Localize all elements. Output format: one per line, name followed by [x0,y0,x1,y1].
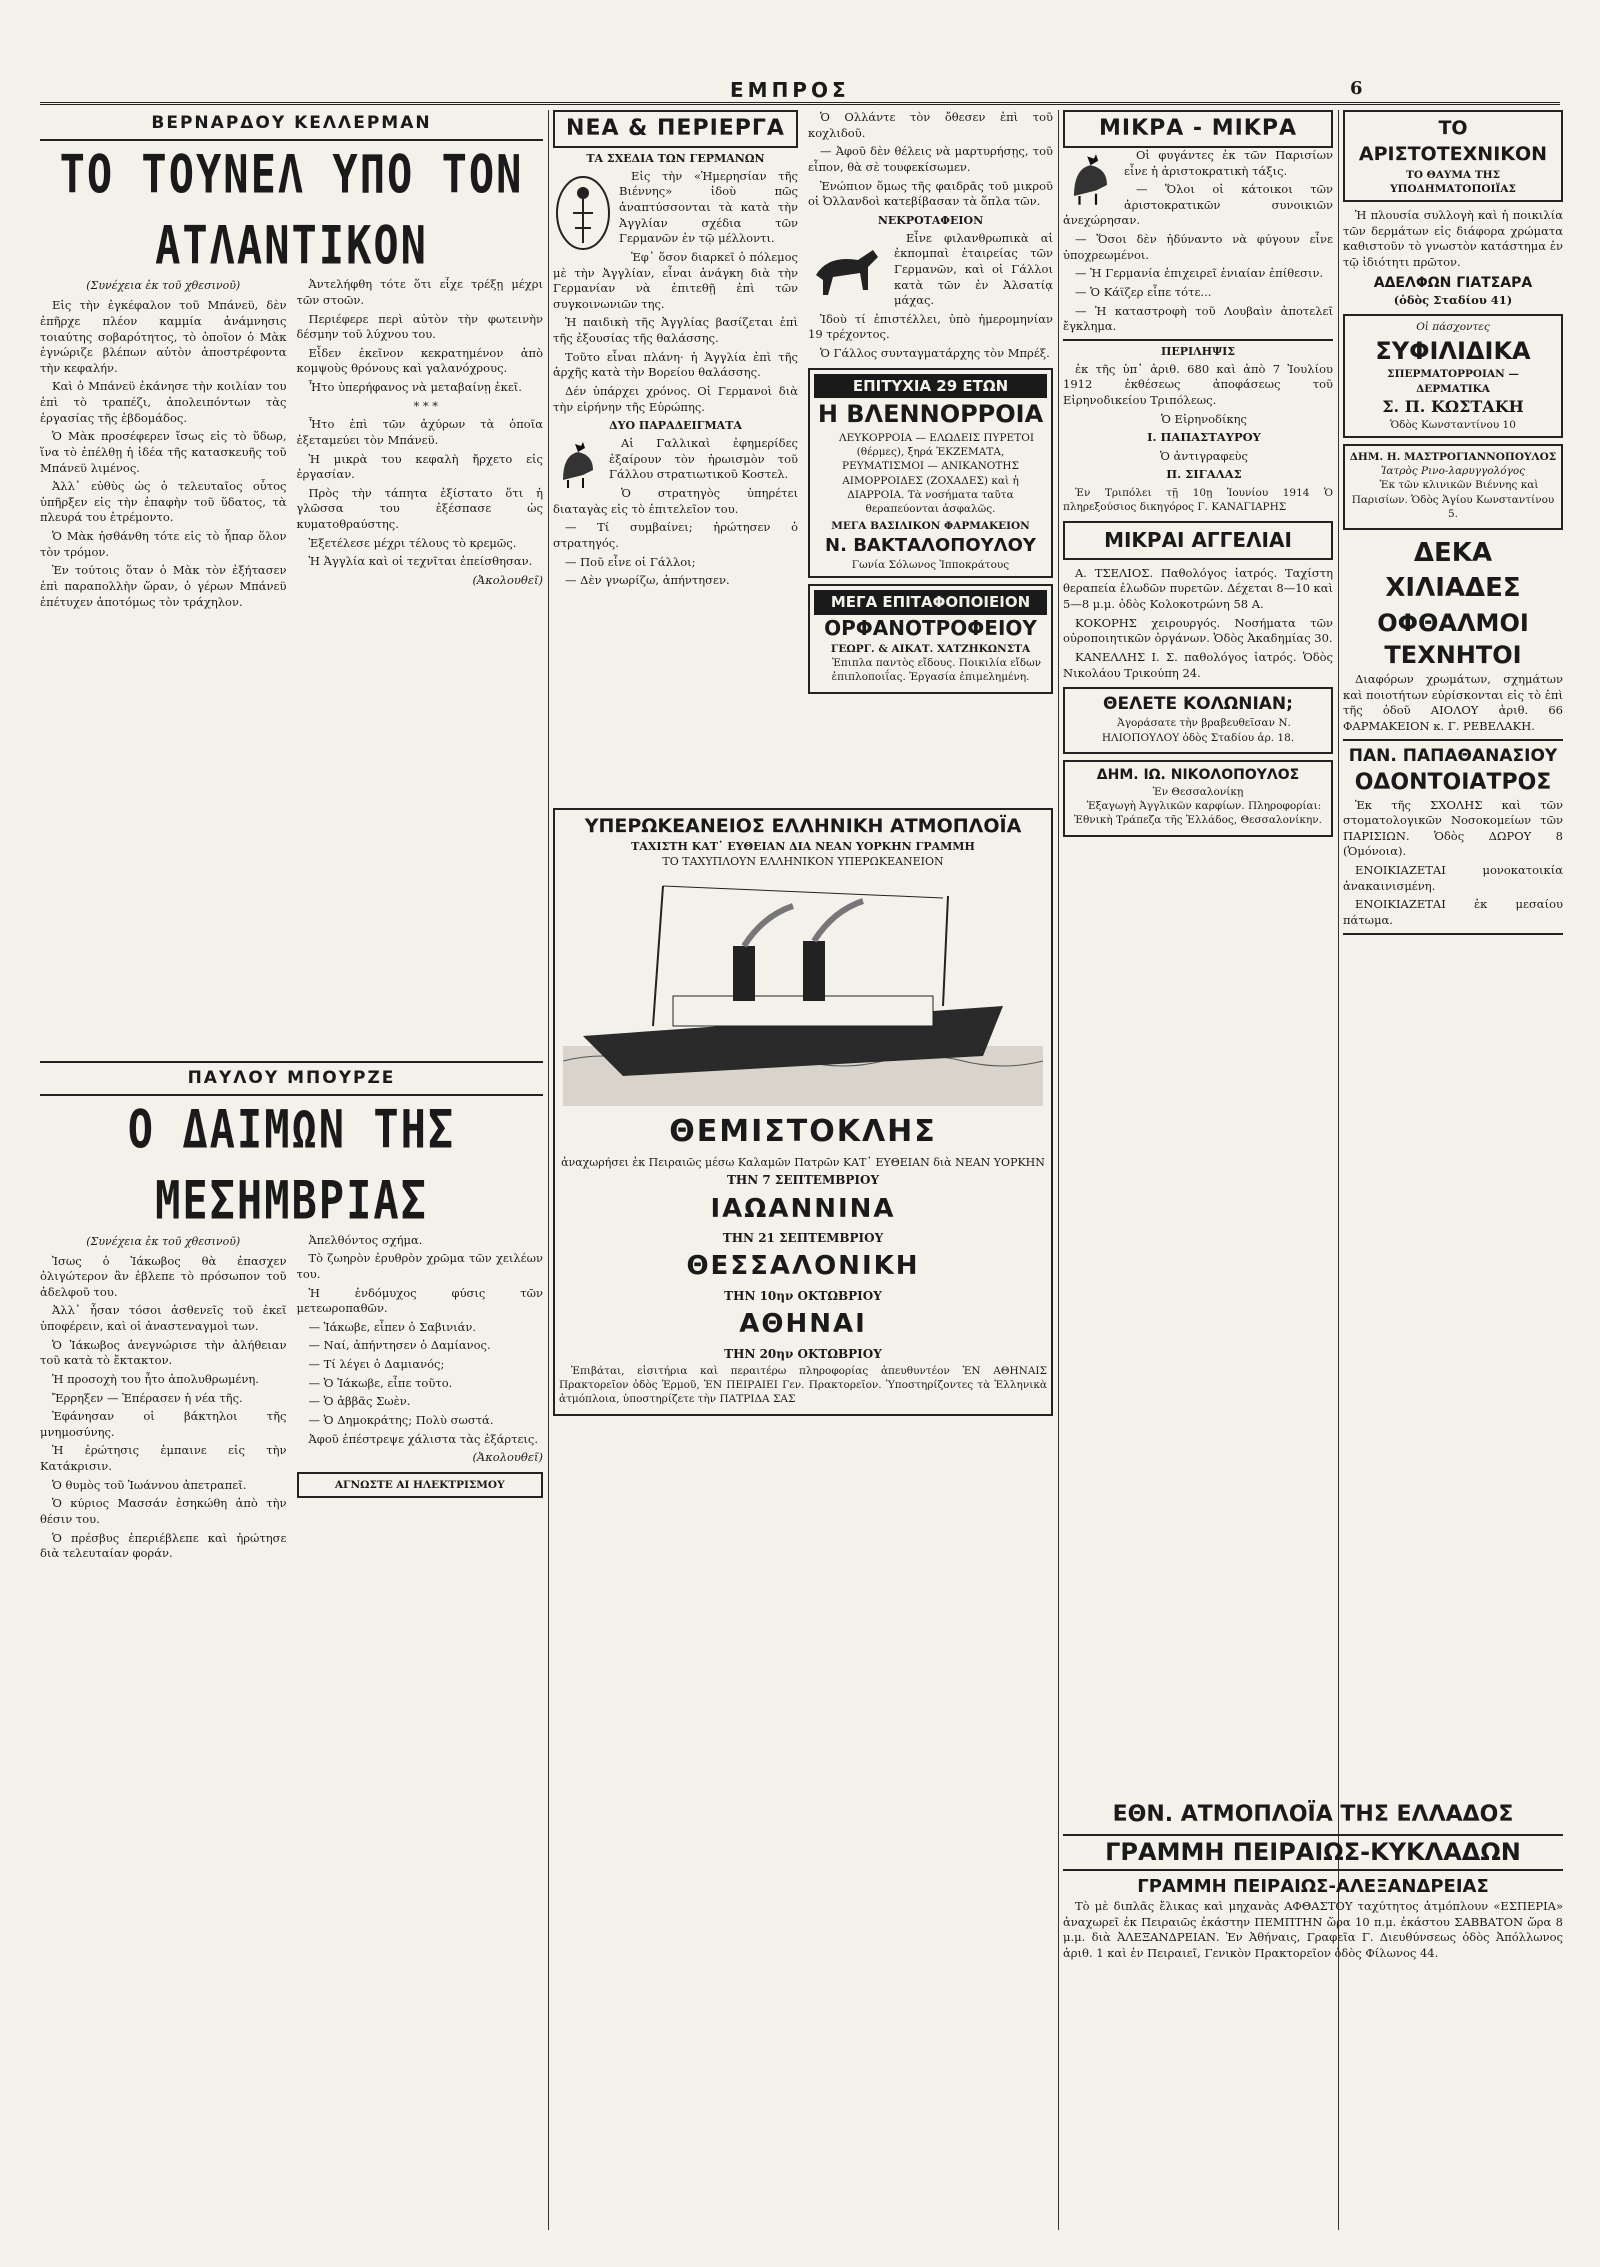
rooster-icon [1063,152,1118,207]
news-subhead: ΔΥΟ ΠΑΡΑΔΕΙΓΜΑΤΑ [609,419,742,433]
dentist-name: ΠΑΝ. ΠΑΠΑΘΑΝΑΣΙΟΥ [1348,745,1558,766]
ship-name: ΙΑΩΑΝΝΙΝΑ [710,1193,896,1224]
paragraph: Εἰς τὴν «Ἡμερησίαν τῆς Βιέννης» ἰδοὺ πῶς ἀναπτύσσονται τὰ κατὰ τὴν Ἀγγλίαν σχέδια τῶν Γερμανῶν ἐν τῷ μέλλοντι. [619,168,798,246]
serial1-left-col [40,277,287,1057]
serials-column [40,110,543,2230]
signature-line: Π. ΣΙΓΑΛΑΣ [1166,467,1242,482]
paragraph: — Ὁ ἀββᾶς Σωὲν. [308,1394,411,1409]
paragraph: Ἐφ᾽ ὅσον διαρκεῖ ὁ πόλεμος μὲ τὴν Ἀγγλίαν, εἶναι ἀνάγκη διὰ τὴν Γερμανίαν νὰ ἐπιτεθῇ ἐπὶ τῶν συγκοινωνιῶν της. [553,249,798,311]
paragraph: — Ἰάκωβε, εἶπεν ὁ Σαβινιάν. [308,1319,477,1334]
short-news-heading: ΜΙΚΡΑ - ΜΙΚΡΑ [1063,110,1333,148]
news-subhead: ΝΕΚΡΟΤΑΦΕΙΟΝ [877,213,984,227]
nikolopoulos-heading: ΔΗΜ. ΙΩ. ΝΙΚΟΛΟΠΟΥΛΟΣ [1096,766,1300,783]
paragraph: Τὸ ζωηρὸν ἐρυθρὸν χρῶμα τῶν χειλέων του. [296,1251,543,1281]
paragraph: Ἐφάνησαν οἱ βάκτηλοι τῆς μνημοσύνης. [40,1409,287,1439]
nikolopoulos-sub: Ἐν Θεσσαλονίκῃ [1152,785,1244,798]
ad-names: ΓΕΩΡΓ. & ΑΙΚΑΤ. ΧΑΤΖΗΚΩΝΣΤΑ [830,642,1031,655]
national-steamship-ad [1063,1800,1563,2225]
cologne-heading: ΘΕΛΕΤΕ ΚΟΛΩΝΙΑΝ; [1103,694,1293,715]
ad-text: ΣΠΕΡΜΑΤΟΡΡΟΙΑΝ — ΔΕΡΜΑΤΙΚΑ [1387,368,1519,395]
paragraph: Ἰδοὺ τί ἐπιστέλλει, ὑπὸ ἡμερομηνίαν 19 τρέχοντος. [808,311,1053,342]
shop-name: ΑΔΕΛΦΩΝ ΓΙΑΤΣΑΡΑ [1373,274,1533,291]
steamship-illustration [559,876,1047,1106]
divider [40,1061,543,1063]
ad-text: Ἐκ τῶν κλινικῶν Βιέννης καὶ Παρισίων. Ὁδὸς Ἁγίου Κωνσταντίνου 5. [1351,479,1555,520]
column-rule [548,110,549,2230]
paragraph: — Τί λέγει ὁ Δαμιανός; [308,1357,445,1372]
ship-date: ΤΗΝ 21 ΣΕΠΤΕΜΒΡΙΟΥ [722,1231,884,1246]
paragraph: Ὁ Μὰκ ἠσθάνθη τότε εἰς τὸ ἧπαρ ὅλον τὸν τρόμον. [40,529,287,559]
shipping-footer: Ἐπιβάται, εἰσιτήρια καὶ περαιτέρω πληροφορίας ἀπευθυντέον ἘΝ ΑΘΗΝΑΙΣ Πρακτορεῖον ὁδὸς Ἑρμοῦ, ἘΝ ΠΕΙΡΑΙΕΙ Γεν. Πρακτορεῖον. Ὑποστηρίζοντες τὰ Ἑλληνικὰ ἀτμόπλοια, ὑποστηρίζετε τὴν ΠΑΤΡΙΔΑ ΣΑΣ [559,1364,1047,1406]
signature-line: Ἐν Τριπόλει τῇ 10ῃ Ἰουνίου 1914 Ὁ πληρεξούσιος δικηγόρος Γ. ΚΑΝΑΓΙΑΡΗΣ [1063,487,1333,514]
cologne-text: Ἀγοράσατε τὴν βραβευθεῖσαν Ν. ΗΛΙΟΠΟΥΛΟΥ ὁδὸς Σταδίου ἀρ. 18. [1101,717,1295,744]
paragraph: — Ἀφοῦ δὲν θέλεις νὰ μαρτυρήσῃς, τοῦ εἶπον, θὰ σὲ τουφεκίσωμεν. [808,144,1053,174]
paragraph: — Ὁ Δημοκράτης; Πολὺ σωστά. [308,1412,494,1427]
serial2-continued: (Συνέχεια ἐκ τοῦ χθεσινοῦ) [86,1234,241,1248]
shipping-subhead: ΤΑΧΙΣΤΗ ΚΑΤ᾽ ΕΥΘΕΙΑΝ ΔΙΑ ΝΕΑΝ ΥΟΡΚΗΝ ΓΡΑΜΜΗ [631,839,975,853]
paragraph: — Δὲν γνωρίζω, ἀπήντησεν. [565,573,730,588]
paragraph: Πρὸς τὴν τάπητα ἐξίστατο ὅτι ἡ γλῶσσα του ἐξέσπασε ὡς κυματοθραύστης. [296,485,543,532]
doctor-address: Ὁδὸς Κωνσταντίνου 10 [1390,418,1516,431]
blennorrhea-ad [808,368,1053,579]
serial1-title: ΤΟ ΤΟΥΝΕΛ ΥΠΟ ΤΟΝ ΑΤΛΑΝΤΙΚΟΝ [59,143,524,277]
nikolopoulos-ad [1063,760,1333,837]
paragraph: Ἐξετέλεσε μέχρι τέλους τὸ κρεμῶς. [308,535,517,550]
serial2-right-col [297,1233,544,2230]
artificial-eyes-heading: ΟΦΘΑΛΜΟΙ ΤΕΧΝΗΤΟΙ [1377,608,1529,670]
shipping-heading: ΥΠΕΡΩΚΕΑΝΕΙΟΣ ΕΛΛΗΝΙΚΗ ΑΤΜΟΠΛΟΪΑ [584,815,1022,837]
serial1-body [40,277,543,1057]
ship-date: ΤΗΝ 7 ΣΕΠΤΕΜΒΡΙΟΥ [726,1173,880,1188]
ad-body: Ἐπιπλα παντὸς εἴδους. Ποικιλία εἴδων ἐπιπλοποιΐας. Ἐργασία ἐπιμελημένη. [831,657,1042,684]
paragraph: — Ναί, ἀπήντησεν ὁ Δαμίανος. [308,1338,491,1353]
steamship-icon [563,876,1043,1106]
paragraph: Τὸ μὲ διπλᾶς ἔλικας καὶ μηχανὰς ΑΦΘΑΣΤΟΥ ταχύτητος ἀτμόπλουν «ΕΣΠΕΡΙΑ» ἀναχωρεῖ ἐκ Πειραιῶς ἑκάστην ΠΕΜΠΤΗΝ ὥρα 10 π.μ. ἐκάστου ΣΑΒΒΑΤΟΝ ὥρα 8 μ.μ. διὰ ἈΛΕΞΑΝΔΡΕΙΑΝ. Ἐν Ἀθήναις, Γραφεῖα Γ. Διευθύνσεως ὁδὸς Ἀπόλλωνος ἀριθ. 1 καὶ ἐν Πειραιεῖ, Γενικὸν Πρακτορεῖον ὁδὸς Φίλωνος 44. [1063,1899,1563,1960]
paragraph: Εἰς τὴν ἐγκέφαλον τοῦ Μπάνεϋ, δὲν ἐπῆρχε πλέον καμμία ἀνάμνησις τοιαύτης σοβαρότητος, τὸ ὁποῖον ὁ Μὰκ ἐγνώριζε βλέπων αὐτὸν ἀποστρέφοντα τὴν κεφαλήν. [40,298,287,375]
paragraph: — Ὅλοι οἱ κάτοικοι τῶν ἀριστοκρατικῶν συνοικιῶν ἀνεχώρησαν. [1063,182,1333,228]
shipping-ad [553,808,1053,1416]
paragraph: — Ἡ καταστροφὴ τοῦ Λουβαὶν ἀποτελεῖ ἔγκλημα. [1063,303,1333,334]
paragraph: Εἶδεν ἐκεῖνον κεκρατημένον ἀπὸ κομψοὺς θρόνους καὶ γαλανόχρους. [296,345,543,376]
paragraph: Ἦτο ἐπὶ τῶν ἀχύρων τὰ ὁποῖα ἐξεταμεύει τὸν Μπάνεϋ. [296,417,543,447]
ad-shop-name: Ν. ΒΑΚΤΑΛΟΠΟΥΛΟΥ [825,534,1036,556]
paragraph: Ἀλλ᾽ ἦσαν τόσοι ἀσθενεῖς τοῦ ἐκεῖ ὑποφέρειν, καὶ οἱ ἀναστεναγμοὶ των. [40,1303,287,1334]
news-subhead: ΤΑ ΣΧΕΔΙΑ ΤΩΝ ΓΕΡΜΑΝΩΝ [586,151,765,165]
to-be-continued: (Ἀκολουθεῖ) [472,1450,543,1465]
ship-note: ἀναχωρήσει ἐκ Πειραιῶς μέσω Καλαμῶν Πατρῶν ΚΑΤ᾽ ΕΥΘΕΙΑΝ διὰ ΝΕΑΝ ΥΟΡΚΗΝ [561,1155,1045,1169]
cologne-ad [1063,687,1333,754]
news-section [553,110,1053,800]
paragraph: Εἶνε φιλανθρωπικὰ αἱ ἐκπομπαὶ ἑταιρείας τῶν Γερμανῶν, καὶ οἱ Γάλλοι κατὰ τῶν ἐν Ἀλσατίᾳ μάχας. [894,230,1053,308]
shop-address: (ὁδὸς Σταδίου 41) [1393,292,1513,307]
small-ads-heading: ΜΙΚΡΑΙ ΑΓΓΕΛΙΑΙ [1104,527,1292,552]
news-heading: ΝΕΑ & ΠΕΡΙΕΡΓΑ [553,110,798,148]
news-right [808,110,1053,800]
classified: ΚΟΚΟΡΗΣ χειρουργός. Νοσήματα τῶν οὐροποιητικῶν ὀργάνων. Ὁδὸς Ἀκαδημίας 30. [1063,615,1333,646]
paragraph: Ὁ θυμὸς τοῦ Ἰωάννου ἀπετραπεῖ. [52,1477,247,1492]
divider [1343,933,1563,935]
paragraph: Δέν ὑπάρχει χρόνος. Οἱ Γερμανοὶ διὰ τὴν εἰρήνην τῆς Εὐρώπης. [553,383,798,414]
to-be-continued: (Ἀκολουθεῖ) [472,572,543,587]
serial1-author: ΒΕΡΝΑΡΔΟΥ ΚΕΛΛΕΡΜΑΝ [151,113,432,133]
paragraph: Ἔρρηξεν — Ἐπέρασεν ἡ νέα τῆς. [52,1390,243,1405]
paragraph: Ὁ Γάλλος συνταγματάρχης τὸν Μπρέξ. [820,346,1050,361]
serial2-title: Ο ΔΑΙΜΩΝ ΤΗΣ ΜΕΣΗΜΒΡΙΑΣ [127,1099,456,1232]
doctor-name: Σ. Π. ΚΩΣΤΑΚΗ [1382,396,1524,416]
classified: ΚΑΝΕΛΛΗΣ Ι. Σ. παθολόγος ἰατρός. Ὁδὸς Νικολάου Τρικούπη 24. [1063,649,1333,680]
paragraph: Ἀφοῦ ἐπέστρεψε χάλιστα τὰς ἐξάρτεις. [308,1431,539,1446]
serial1-continued: (Συνέχεια ἐκ τοῦ χθεσινοῦ) [86,279,241,293]
dentist-title: ΟΔΟΝΤΟΙΑΤΡΟΣ [1354,769,1552,795]
ad-body: ΛΕΥΚΟΡΡΟΙΑ — ΕΛΩΔΕΙΣ ΠΥΡΕΤΟΙ (θέρμες), ξηρά ἘΚΖΕΜΑΤΑ, ΡΕΥΜΑΤΙΣΜΟΙ — ΑΝΙΚΑΝΟΤΗΣ ΑΙΜΟΡΡΟΙΔΕΣ (ΖΟΧΑΔΕΣ) καὶ ἡ ΔΙΑΡΡΟΙΑ. Τὰ νοσήματα ταῦτα θεραπεύονται ἀσφαλῶς. [839,431,1034,516]
paragraph: Ἀλλ᾽ εὐθὺς ὡς ὁ τελευταῖος οὗτος ὑπῆρξεν εἰς τὴν ἐπαφὴν τοῦ ὕδατος, τὰ πλευρά του ἐτρέμοντο. [40,479,287,525]
paragraph: Ὁ πρέσβυς ἐπεριέβλεπε καὶ ἠρώτησε διὰ τελευταίαν φοράν. [40,1530,287,1561]
paragraph: Ὁ Ολλάντε τὸν ὄθεσεν ἐπὶ τοῦ κοχλιδοῦ. [808,110,1053,140]
classified: ΕΝΟΙΚΙΑΖΕΤΑΙ ἐκ μεσαίου πάτωμα. [1343,897,1563,927]
paragraph: Ἡ ἐρώτησις ἐμπαινε εἰς τὴν Κατάκρισιν. [40,1443,287,1474]
masthead [40,78,1560,105]
paragraph: Οἱ φυγάντες ἐκ τῶν Παρισίων εἶνε ἡ ἀριστοκρατικὴ τάξις. [1124,147,1333,178]
orphanage-ad [808,584,1053,693]
steamship-title: ΕΘΝ. ΑΤΜΟΠΛΟΪΑ ΤΗΣ ΕΛΛΑΔΟΣ [1112,1802,1514,1827]
paragraph: Ἡ μικρὰ του κεφαλὴ ἤρχετο εἰς ἐργασίαν. [296,451,543,482]
shipping-subhead: ΤΟ ΤΑΧΥΠΛΟΥΝ ΕΛΛΗΝΙΚΟΝ ΥΠΕΡΩΚΕΑΝΕΙΟΝ [662,854,944,868]
steamship-line: ΓΡΑΜΜΗ ΠΕΙΡΑΙΩΣ-ΑΛΕΞΑΝΔΡΕΙΑΣ [1137,1875,1489,1897]
summary-heading: ΠΕΡΙΛΗΨΙΣ [1160,344,1236,358]
nikolopoulos-text: Ἐξαγωγὴ Ἀγγλικῶν καρφίων. Πληροφορίαι: Ἐθνικὴ Τράπεζα τῆς Ἑλλάδος, Θεσσαλονίκην. [1074,800,1322,827]
ad-title: ΤΟ ΑΡΙΣΤΟΤΕΧΝΙΚΟΝ [1358,117,1548,165]
column-rule [1058,110,1059,2230]
paragraph: Ἀντελήφθη τότε ὅτι εἶχε τρέξῃ μέχρι τῶν στοῶν. [296,277,543,307]
serial1-right-col [297,277,544,1057]
news-left [553,110,798,800]
section-asterisks: * * * [413,398,439,413]
paragraph: ἐκ τῆς ὑπ᾽ ἀριθ. 680 καὶ ἀπὸ 7 Ἰουλίου 1912 ἐκθέσεως ἀποφάσεως τοῦ Εἰρηνοδικείου Τριπόλεως. [1063,361,1333,407]
paragraph: Ἡ Ἀγγλία καὶ οἱ τεχνῖται ἐπείσθησαν. [308,554,533,569]
paragraph: — Ἡ Γερμανία ἐπιχειρεῖ ἑνιαίαν ἐπίθεσιν. [1075,266,1324,281]
ship-date: ΤΗΝ 10ην ΟΚΤΩΒΡΙΟΥ [724,1288,882,1303]
paragraph: Περιέφερε περὶ αὐτὸν τὴν φωτεινὴν δέσμην τοῦ λύχνου του. [296,311,543,342]
paragraph: — Ὁ Κάϊζερ εἶπε τότε... [1075,284,1212,299]
serial2-body [40,1233,543,2230]
ad-shop: ΜΕΓΑ ΒΑΣΙΛΙΚΟΝ ΦΑΡΜΑΚΕΙΟΝ [831,520,1030,533]
small-ads-section [1063,521,1333,560]
steamship-line: ΓΡΑΜΜΗ ΠΕΙΡΑΙΩΣ-ΚΥΚΛΑΔΩΝ [1063,1834,1563,1871]
ship-name: ΘΕΜΙΣΤΟΚΛΗΣ [669,1113,937,1149]
ad-title: ΔΗΜ. Η. ΜΑΣΤΡΟΓΙΑΝΝΟΠΟΥΛΟΣ [1349,450,1557,463]
mastrogiannopoulos-ad [1343,444,1563,530]
ad-top: Οἱ πάσχοντες [1416,321,1490,334]
paragraph: Ὁ κύριος Μασσάν ἐσηκώθη ἀπὸ τὴν θέσιν του. [40,1496,287,1526]
ad-subtitle: Ἰατρὸς Ρινο-λαρυγγολόγος [1380,465,1526,478]
paragraph: Διαφόρων χρωμάτων, σχημάτων καὶ ποιοτήτων εὑρίσκονται εἰς τὸ ἐπὶ τῆς ὁδοῦ ΑΙΟΛΟΥ ἀριθ. 66 ΦΑΡΜΑΚΕΙΟΝ κ. Γ. ΡΕΒΕΛΑΚΗ. [1343,672,1563,733]
paragraph: Αἱ Γαλλικαὶ ἐφημερίδες ἐξαίρουν τὸν ἡρωισμὸν τοῦ Γάλλου στρατιωτικοῦ Κοστελ. [609,436,798,482]
paragraph: Ἡ ἐνδόμυχος φύσις τῶν μετεωροπαθῶν. [296,1285,543,1316]
paragraph: Ὁ Μὰκ προσέφερεν ἴσως εἰς τὸ ὕδωρ, ἵνα τὸ ἐπέλθῃ ἡ ἰδέα τῆς κατασκευῆς τοῦ Μπάνεϋ λιμένος. [40,429,287,475]
ship-name: ΘΕΣΣΑΛΟΝΙΚΗ [686,1251,920,1282]
paragraph: Ἡ προσοχὴ του ἦτο ἀπολυθρωμένη. [52,1371,259,1386]
paragraph: Ὁ στρατηγὸς ὑπηρέτει διαταγὰς εἰς τὸ ἐπιτελεῖον του. [553,486,798,516]
ad-title: ΟΡΦΑΝΟΤΡΟΦΕΙΟΥ [824,615,1037,640]
paragraph: — Ὅσοι δὲν ἠδύναντο νὰ φύγουν εἶνε ὑποχρεωμένοι. [1063,232,1333,262]
paragraph: Ἐνώπιον ὅμως τῆς φαιδρᾶς τοῦ μικροῦ οἱ Ὀλλανδοὶ κατεβίβασαν τὰ ὅπλα τῶν. [808,178,1053,209]
aristotechnikon-ad [1343,110,1563,202]
peacock-icon [553,173,613,253]
signature-line: Ὁ Εἰρηνοδίκης [1161,411,1247,426]
paragraph: Τοῦτο εἶναι πλάνη· ἡ Ἀγγλία ἐπὶ τῆς ἀρχῆς κατὰ τὴν Βορείου θαλάσσης. [553,349,798,380]
paragraph: Ὁ Ἰάκωβος ἀνεγνώρισε τὴν ἀλήθειαν τοῦ κατὰ τὸ ἔκτακτον. [40,1337,287,1368]
ship-name: ΑΘΗΝΑΙ [739,1309,867,1340]
paragraph: Ἐκ τῆς ΣΧΟΛΗΣ καὶ τῶν στοματολογικῶν Νοσοκομείων τῶν ΠΑΡΙΣΙΩΝ. Ὁδὸς ΔΩΡΟΥ 8 (Ὁμόνοια). [1343,797,1563,859]
signature-line: Ὁ ἀντιγραφεὺς [1159,448,1248,463]
serial2-author: ΠΑΥΛΟΥ ΜΠΟΥΡΖΕ [187,1068,396,1089]
paragraph: Ἡ παιδικὴ τῆς Ἀγγλίας βασίζεται ἐπὶ τῆς ἐξουσίας τῆς θαλάσσης. [553,315,798,346]
paragraph: Ἰσως ὁ Ἰάκωβος θὰ ἐπασχεν ὀλιγώτερον ἂν ἐβλεπε τὸ πρόσωπον τοῦ ἀδελφοῦ του. [40,1253,287,1299]
dog-icon [808,235,888,305]
pharmacy-small-title: ΑΓΝΩΣΤΕ ΑΙ ΗΛΕΚΤΡΙΣΜΟΥ [334,1478,505,1491]
paragraph: — Τί συμβαίνει; ἠρώτησεν ὁ στρατηγός. [553,520,798,550]
serial2-left-col [40,1233,287,2230]
ad-banner: ΕΠΙΤΥΧΙΑ 29 ΕΤΩΝ [814,374,1047,398]
paragraph: Ἐν τούτοις ὅταν ὁ Μὰκ τὸν ἐξήτασεν ἐπὶ παραπολλὴν ὥραν, ὁ γέρων Μπάνεϋ ἐπέτυχεν ἀποτόμως τὸν τράχηλον. [40,563,287,609]
divider [1343,739,1563,741]
classified: Α. ΤΣΕΛΙΟΣ. Παθολόγος ἰατρός. Ταχίστη θεραπεία ἐλωδῶν πυρετῶν. Δέχεται 8—10 καὶ 5—8 μ.μ. ὁδὸς Κολοκοτρώνη 58 Α. [1063,565,1333,612]
rooster-icon [553,440,603,490]
paragraph: — Ποῦ εἶνε οἱ Γάλλοι; [565,554,696,569]
ad-subtitle: ΤΟ ΘΑΥΜΑ ΤΗΣ ΥΠΟΔΗΜΑΤΟΠΟΙΪΑΣ [1390,168,1516,195]
news-column [553,110,1053,2230]
ten-thousand-heading: ΔΕΚΑ ΧΙΛΙΑΔΕΣ [1385,538,1521,604]
syphilis-ad [1343,314,1563,437]
paragraph: Ἀπελθόντος σχήμα. [308,1232,423,1247]
ad-title: Η ΒΛΕΝΝΟΡΡΟΙΑ [817,400,1044,429]
ship-date: ΤΗΝ 20ην ΟΚΤΩΒΡΙΟΥ [724,1346,882,1361]
divider [1063,339,1333,341]
paragraph: Καὶ ὁ Μπάνεϋ ἐκάνησε τὴν κοιλίαν του ἐπὶ τὸ τραπέζι, ἀπολειπόντων τὰς ἐργασίας τῆς ἑβδομάδος. [40,379,287,425]
ad-address: Γωνία Σόλωνος Ἱπποκράτους [851,559,1010,572]
classified: ΕΝΟΙΚΙΑΖΕΤΑΙ μονοκατοικία ἀνακαινισμένη. [1343,863,1563,893]
signature-line: Ι. ΠΑΠΑΣΤΑΥΡΟΥ [1147,430,1261,445]
masthead-title: ΕΜΠΡΟΣ [730,78,850,102]
ad-banner: ΜΕΓΑ ΕΠΙΤΑΦΟΠΟΙΕΙΟΝ [814,590,1047,614]
paragraph: Ἦτο ὑπερήφανος νὰ μεταβαίνῃ ἐκεῖ. [308,380,522,395]
pharmacy-small-ad [297,1472,544,1498]
paragraph: Ἡ πλουσία συλλογὴ καὶ ἡ ποικιλία τῶν δερμάτων εἰς διάφορα χρώματα καθιστοῦν τὸ γνωστὸν κατάστημα ἐν τῷ ἰδιότητι πρῶτον. [1343,208,1563,270]
page-number: 6 [1350,78,1363,99]
paragraph: — Ὁ Ἰάκωβε, εἶπε τοῦτο. [308,1375,453,1390]
ad-title: ΣΥΦΙΛΙΔΙΚΑ [1375,336,1531,365]
